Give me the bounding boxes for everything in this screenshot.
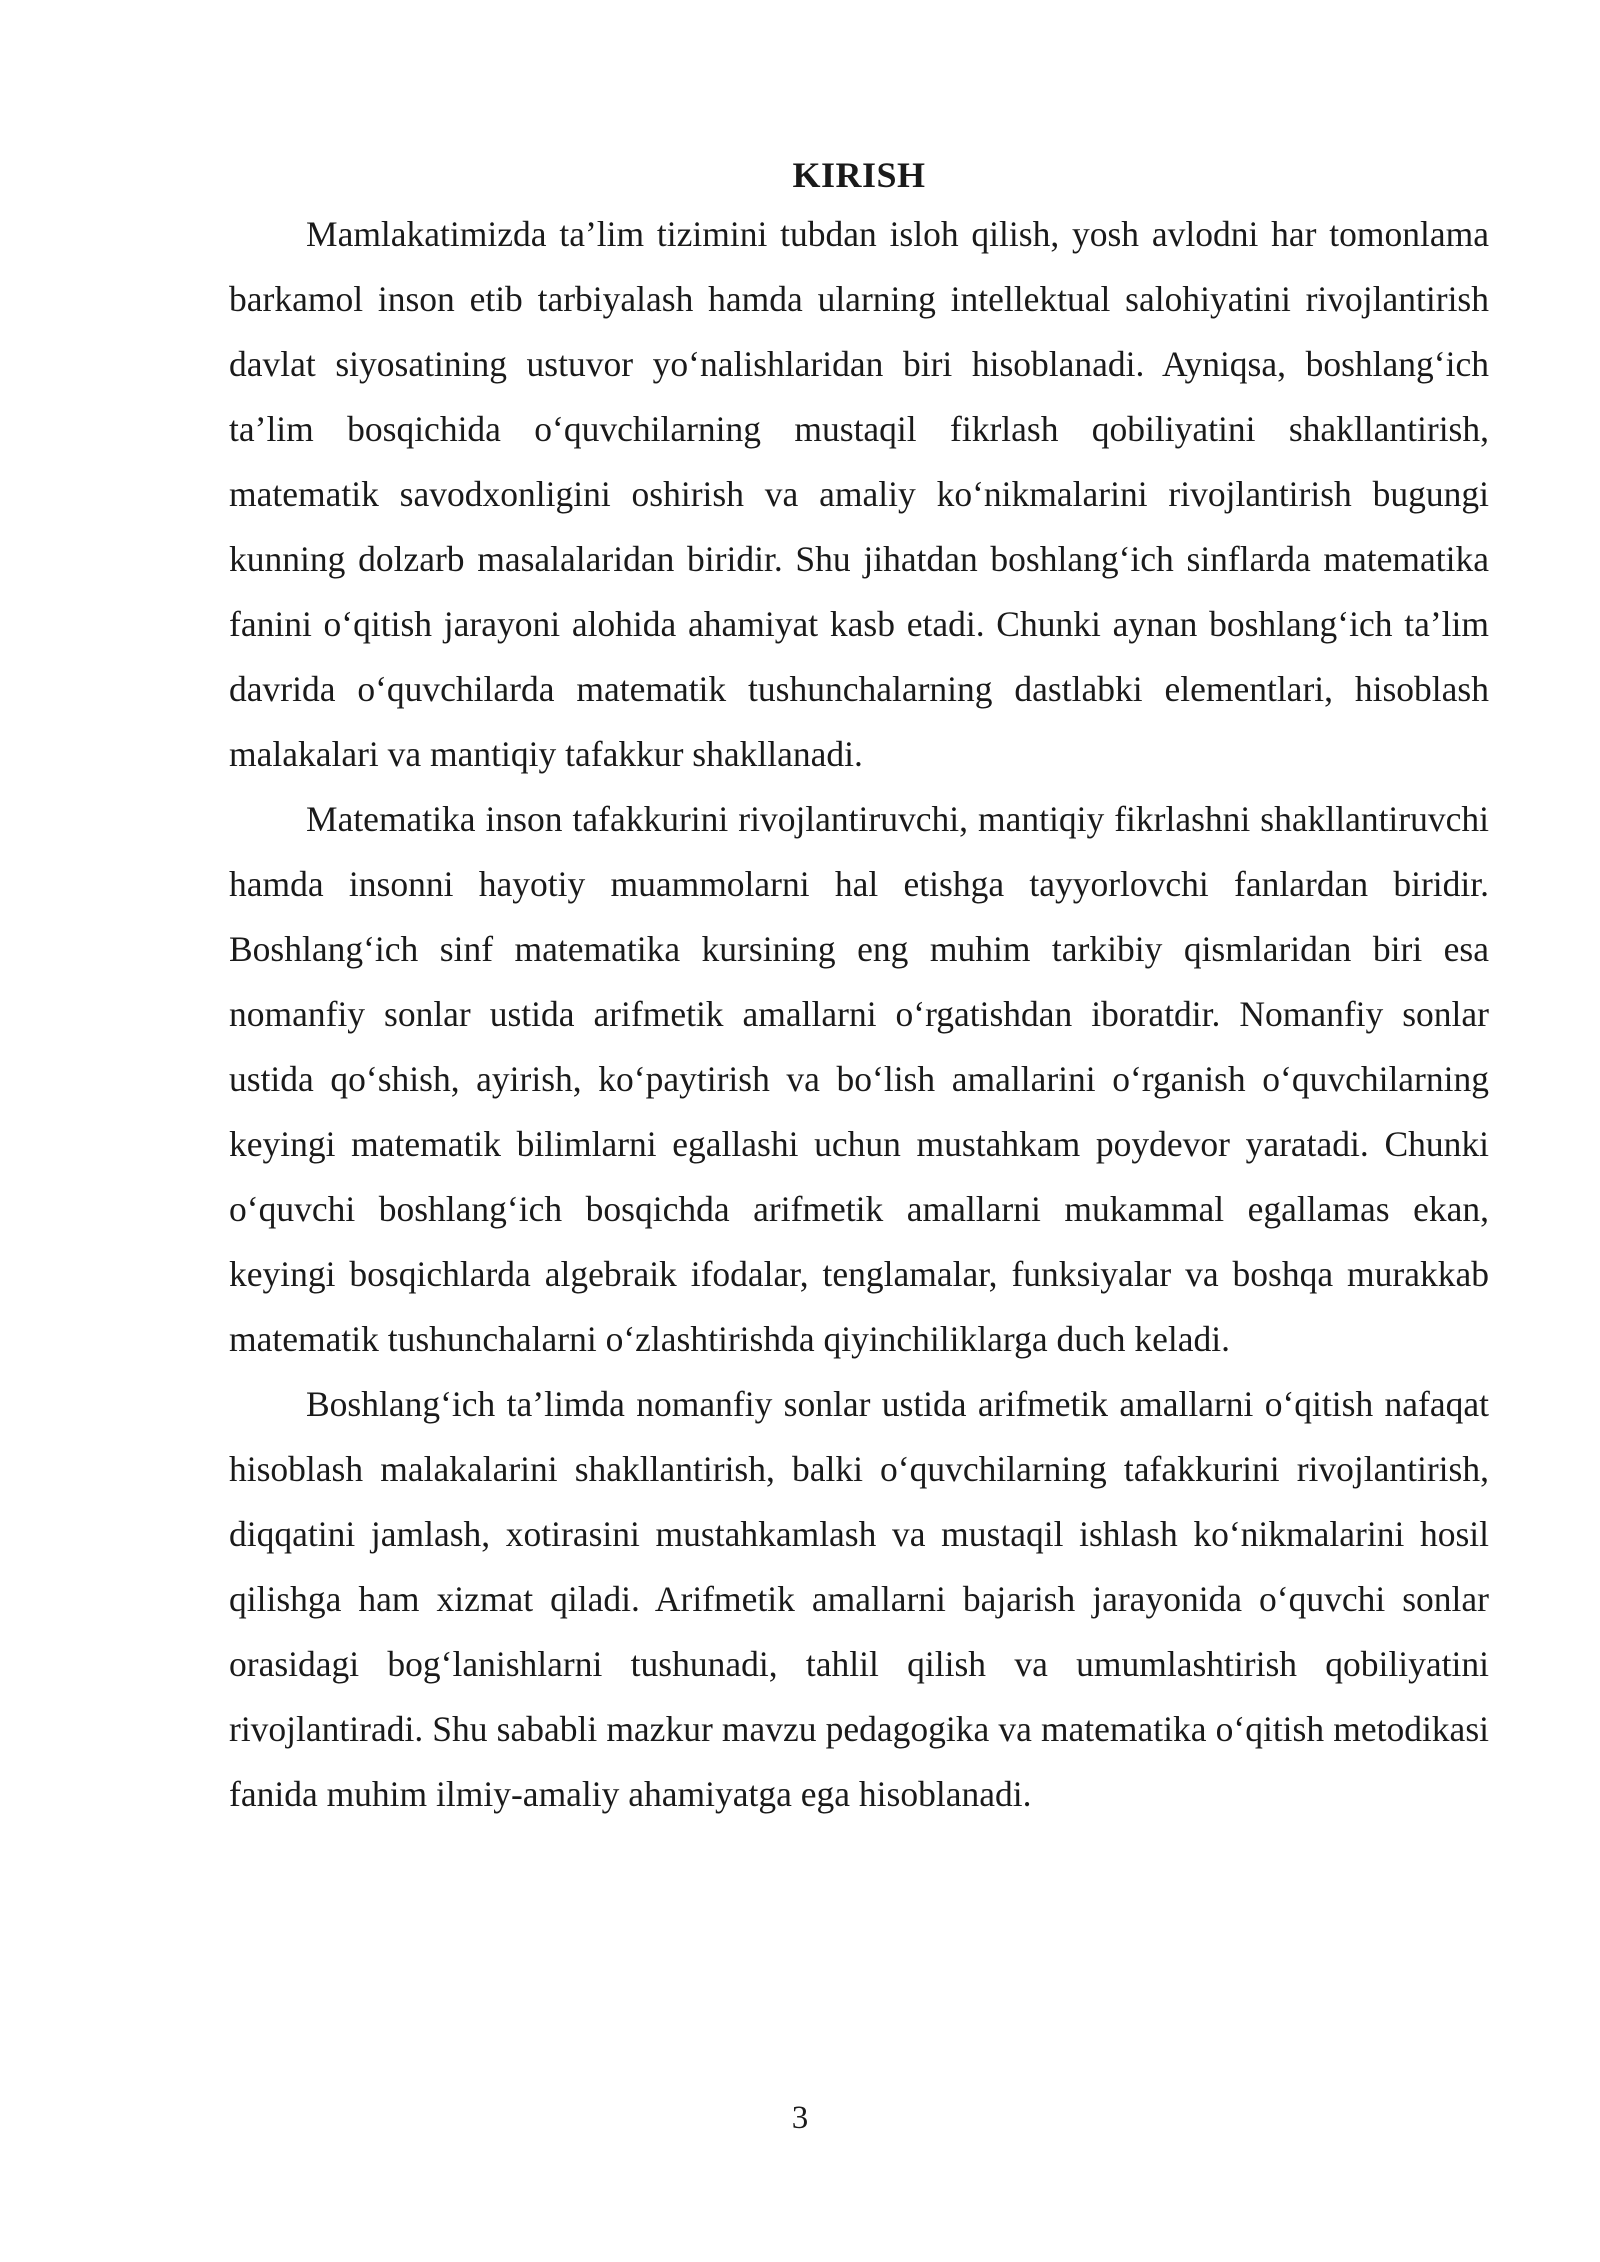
paragraph-1: Mamlakatimizda ta’lim tizimini tubdan isloh qilish, yosh avlodni har tomonlama barkamol inson etib tarbiyalash hamda ularning intellektual salohiyatini rivojlantirish davlat siyosatining ustuvor yo‘nalishlaridan biri hisoblanadi. Ayniqsa, boshlang‘ich ta’lim bosqichida o‘quvchilarning mustaqil fikrlash qobiliyatini shakllantirish, matematik savodxonligini oshirish va amaliy ko‘nikmalarini rivojlantirish bugungi kunning dolzarb masalalaridan biridir. Shu jihatdan boshlang‘ich sinflarda matematika fanini o‘qitish jarayoni alohida ahamiyat kasb etadi. Chunki aynan boshlang‘ich ta’lim davrida o‘quvchilarda matematik tushunchalarning dastlabki elementlari, hisoblash malakalari va mantiqiy tafakkur shakllanadi. (229, 214, 1489, 774)
page-content (229, 148, 1489, 1827)
paragraph-2: Matematika inson tafakkurini rivojlantiruvchi, mantiqiy fikrlashni shakllantiruvchi hamda insonni hayotiy muammolarni hal etishga tayyorlovchi fanlardan biridir. Boshlang‘ich sinf matematika kursining eng muhim tarkibiy qismlaridan biri esa nomanfiy sonlar ustida arifmetik amallarni o‘rgatishdan iboratdir. Nomanfiy sonlar ustida qo‘shish, ayirish, ko‘paytirish va bo‘lish amallarini o‘rganish o‘quvchilarning keyingi matematik bilimlarni egallashi uchun mustahkam poydevor yaratadi. Chunki o‘quvchi boshlang‘ich bosqichda arifmetik amallarni mukammal egallamas ekan, keyingi bosqichlarda algebraik ifodalar, tenglamalar, funksiyalar va boshqa murakkab matematik tushunchalarni o‘zlashtirishda qiyinchiliklarga duch keladi. (229, 799, 1489, 1359)
page-number: 3 (791, 2100, 809, 2136)
paragraph-3: Boshlang‘ich ta’limda nomanfiy sonlar ustida arifmetik amallarni o‘qitish nafaqat hisoblash malakalarini shakllantirish, balki o‘quvchilarning tafakkurini rivojlantirish, diqqatini jamlash, xotirasini mustahkamlash va mustaqil ishlash ko‘nikmalarini hosil qilishga ham xizmat qiladi. Arifmetik amallarni bajarish jarayonida o‘quvchi sonlar orasidagi bog‘lanishlarni tushunadi, tahlil qilish va umumlashtirish qobiliyatini rivojlantiradi. Shu sababli mazkur mavzu pedagogika va matematika o‘qitish metodikasi fanida muhim ilmiy-amaliy ahamiyatga ega hisoblanadi. (229, 1384, 1489, 1814)
page-title: KIRISH (792, 155, 926, 195)
